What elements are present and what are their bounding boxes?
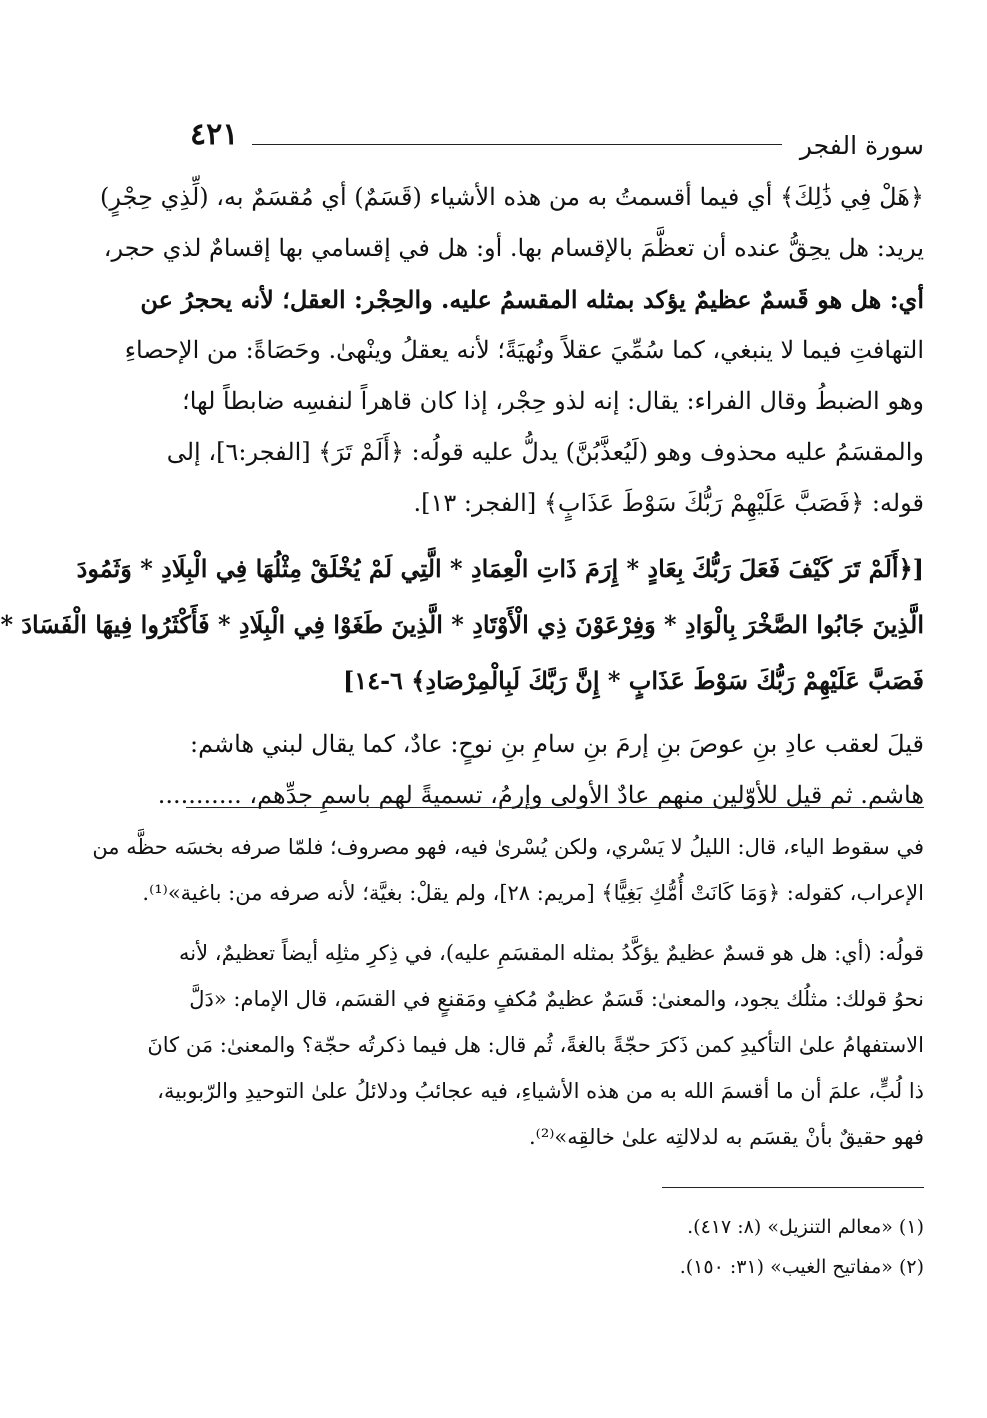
main-line: ﴿هَلْ فِي ذَٰلِكَ﴾ أي فيما أقسمتُ به من هذه الأشياء (قَسَمٌ) أي مُقسَمٌ به، (لِّذِي حِجْرٍ) [100, 183, 924, 211]
commentary-block [92, 824, 924, 1160]
surah-title: سورة الفجر [799, 131, 924, 160]
quran-verses-block [0, 541, 924, 709]
tafsir-continuation [157, 719, 924, 821]
page-number: ٤٢١ [190, 117, 239, 152]
commentary-line: الإعراب، كقوله: ﴿وَمَا كَانَتْ أُمُّكِ بَغِيًّا﴾ [مريم: ٢٨]، ولم يقلْ: بغيَّة؛ لأنه صرفه من: باغية»⁽¹⁾. [142, 881, 924, 905]
header-rule [252, 144, 782, 145]
main-line: يريد: هل يحِقُّ عنده أن تعظَّمَ بالإقسام بها. أو: هل في إقسامي بها إقسامٌ لذي حجر، [103, 234, 924, 262]
commentary-line: في سقوط الياء، قال: الليلُ لا يَسْري، ولكن يُسْرىٰ فيه، فهو مصروف؛ فلمّا صرفه بخسَه حظَّه من [92, 835, 924, 859]
main-line: قيلَ لعقب عادِ بنِ عوصَ بنِ إرمَ بنِ سامِ بنِ نوحٍ: عادٌ، كما يقال لبني هاشم: [189, 730, 924, 758]
verse-line: [﴿أَلَمْ تَرَ كَيْفَ فَعَلَ رَبُّكَ بِعَادٍ * إِرَمَ ذَاتِ الْعِمَادِ * الَّتِي لَمْ يُخْلَقْ مِثْلُهَا فِي الْبِلَادِ * وَثَمُودَ [76, 554, 924, 583]
footnote-separator [662, 1187, 924, 1188]
footnote-2: (٢) «مفاتيح الغيب» (٣١: ١٥٠). [679, 1256, 924, 1278]
footnotes [188, 1207, 924, 1287]
main-line-emphasis: أي: هل هو قَسمٌ عظيمٌ يؤكد بمثله المقسمُ عليه. والحِجْر: العقل؛ لأنه يحجرُ عن [140, 285, 924, 314]
page-header [190, 118, 924, 174]
commentary-line: الاستفهامُ علىٰ التأكيدِ كمن ذَكرَ حجّةً بالغةً، ثُم قال: هل فيما ذكرتُه حجّة؟ والمعنىٰ: مَن كانَ [147, 1033, 924, 1057]
verse-line: فَصَبَّ عَلَيْهِمْ رَبُّكَ سَوْطَ عَذَابٍ * إِنَّ رَبَّكَ لَبِالْمِرْصَادِ﴾ ٦-١٤] [342, 666, 924, 695]
commentary-paragraph [92, 824, 924, 916]
main-line: وهو الضبطُ وقال الفراء: يقال: إنه لذو حِجْر، إذا كان قاهراً لنفسِه ضابطاً لها؛ [182, 387, 924, 415]
text-separator [186, 807, 924, 808]
main-line: والمقسَمُ عليه محذوف وهو (لَيُعذَّبُنَّ) يدلُّ عليه قولُه: ﴿أَلَمْ تَرَ﴾ [الفجر:٦]، إلى [166, 438, 924, 466]
footnote-1: (١) «معالم التنزيل» (٨: ٤١٧). [687, 1216, 924, 1238]
verse-line: الَّذِينَ جَابُوا الصَّخْرَ بِالْوَادِ * وَفِرْعَوْنَ ذِي الْأَوْتَادِ * الَّذِينَ طَغَوْا فِي الْبِلَادِ * فَأَكْثَرُوا فِيهَا الْفَسَادَ * [0, 610, 924, 639]
commentary-line: فهو حقيقٌ بأنْ يقسَم به لدلالتِه علىٰ خالقِه»⁽²⁾. [528, 1125, 924, 1149]
commentary-line: قولُه: (أي: هل هو قسمٌ عظيمٌ يؤكَّدُ بمثله المقسَمِ عليه)، في ذِكرِ مثلِه أيضاً تعظيمٌ، لأنه [179, 941, 924, 965]
main-line: التهافتِ فيما لا ينبغي، كما سُمِّيَ عقلاً ونُهيَةً؛ لأنه يعقلُ وينْهىٰ. وحَصَاةً: من الإحصاءِ [124, 336, 924, 364]
commentary-line: نحوُ قولك: مثلُك يجود، والمعنىٰ: قَسَمٌ عظيمٌ مُكفٍ ومَقنعٍ في القسَم، قال الإمام: «دَلَّ [189, 987, 924, 1011]
commentary-line: ذا لُبٍّ، علمَ أن ما أقسمَ الله به من هذه الأشياءِ، فيه عجائبُ ودلائلُ علىٰ التوحيدِ والرّبوبية، [157, 1079, 924, 1103]
main-text [0, 172, 924, 821]
main-line: هاشم. ثم قيل للأوّلين منهم عادٌ الأولى وإرمُ، تسميةً لهم باسمِ جدِّهم، ........... [157, 781, 924, 809]
main-line: قوله: ﴿فَصَبَّ عَلَيْهِمْ رَبُّكَ سَوْطَ عَذَابٍ﴾ [الفجر: ١٣]. [413, 489, 924, 517]
commentary-paragraph [147, 930, 924, 1160]
